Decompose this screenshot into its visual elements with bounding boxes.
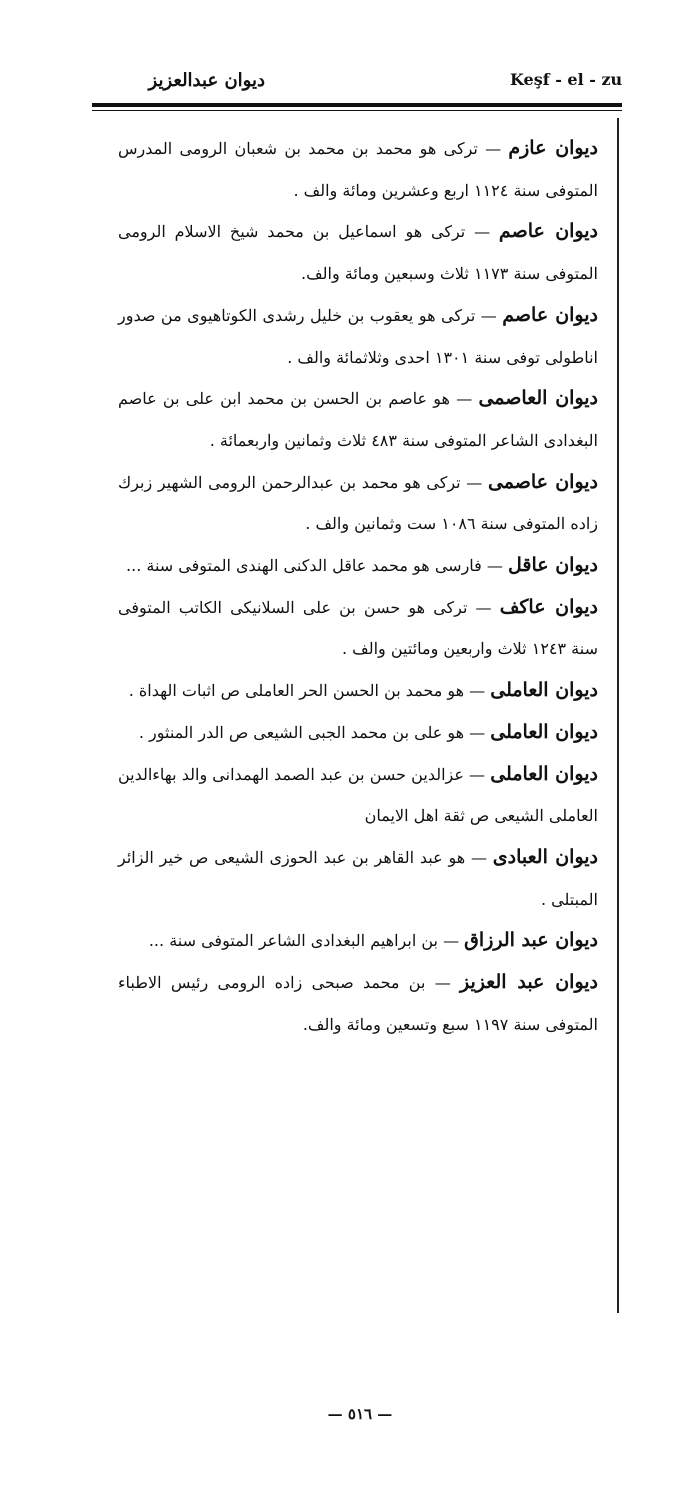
- entry-heading: ديوان العاملى: [490, 720, 598, 743]
- entry-heading: ديوان العاملى: [490, 762, 598, 785]
- entry: [118, 962, 598, 1045]
- entry-body: — تركى هو اسماعيل بن محمد شيخ الاسلام الرومى المتوفى سنة ١١٧٣ ثلاث وسبعين ومائة والف.: [118, 222, 598, 284]
- entry-body: — تركى هو محمد بن محمد بن شعبان الرومى المدرس المتوفى سنة ١١٢٤ اربع وعشرين ومائة والف .: [118, 139, 598, 200]
- entry-body: — تركى هو يعقوب بن خليل رشدى الكوتاهيوى من صدور اناطولى توفى سنة ١٣٠١ احدى وثلاثمائة والف .: [118, 305, 598, 367]
- entry-body: — هو عبد القاهر بن عبد الحوزى الشيعى ص خير الزائر المبتلى .: [118, 847, 598, 909]
- entry-body: — هو عاصم بن الحسن بن محمد ابن على بن عاصم البغدادى الشاعر المتوفى سنة ٤٨٣ ثلاث وثمانين واربعمائة .: [118, 389, 598, 450]
- entry-body: — هو محمد بن الحسن الحر العاملى ص اثبات الهداة .: [128, 681, 491, 701]
- entry-heading: ديوان العاصمى: [478, 387, 599, 410]
- entry: [118, 587, 598, 670]
- entry-heading: ديوان عاصم: [502, 303, 598, 326]
- entry-body: — بن محمد صبحى زاده الرومى رئيس الاطباء المتوفى سنة ١١٩٧ سبع وتسعين ومائة والف.: [118, 973, 598, 1034]
- entry: [118, 712, 598, 754]
- entry: [118, 128, 598, 211]
- entry: [118, 378, 598, 461]
- entry-heading: ديوان عازم: [508, 137, 598, 159]
- entry: [118, 295, 598, 378]
- entries-column: [118, 128, 598, 1045]
- entry-heading: ديوان العبادى: [492, 845, 599, 868]
- entry-heading: ديوان عاصم: [498, 220, 598, 243]
- entry: [118, 670, 598, 712]
- entry-heading: ديوان عاقل: [507, 554, 598, 577]
- entry-body: — فارسى هو محمد عاقل الدكنى الهندى المتوفى سنة ...: [126, 556, 508, 576]
- entry-heading: ديوان العاملى: [490, 679, 598, 702]
- entry: [118, 920, 598, 962]
- header-latin-title: Keşf - el - zu: [510, 70, 623, 89]
- page-number: — ٥١٦ —: [327, 1405, 393, 1423]
- margin-rule: [617, 118, 619, 1313]
- entry: [118, 211, 598, 294]
- header-arabic-title: ديوان عبدالعزيز: [148, 70, 265, 91]
- entry-body: — تركى هو حسن بن على السلانيكى الكاتب المتوفى سنة ١٢٤٣ ثلاث واربعين ومائتين والف .: [118, 597, 598, 659]
- header-rule-thin: [92, 110, 622, 111]
- entry: [118, 837, 598, 920]
- entry-body: — هو على بن محمد الجبى الشيعى ص الدر المنثور .: [138, 722, 491, 742]
- entry-body: — عزالدين حسن بن عبد الصمد الهمدانى والد بهاءالدين العاملى الشيعى ص ثقة اهل الايمان: [118, 764, 598, 826]
- entry-heading: ديوان عبد الرزاق: [464, 929, 598, 952]
- entry-heading: ديوان عاكف: [499, 595, 598, 618]
- entry-heading: ديوان عاصمى: [487, 470, 599, 493]
- entry-body: — بن ابراهيم البغدادى الشاعر المتوفى سنة ...: [148, 931, 465, 951]
- entry: [118, 462, 598, 545]
- entry: [118, 754, 598, 837]
- entry: [118, 545, 598, 587]
- entry-heading: ديوان عبد العزيز: [460, 971, 599, 994]
- entry-body: — تركى هو محمد بن عبدالرحمن الرومى الشهير زبرك زاده المتوفى سنة ١٠٨٦ ست وثمانين والف .: [118, 472, 598, 534]
- header-rule-thick: [92, 103, 622, 107]
